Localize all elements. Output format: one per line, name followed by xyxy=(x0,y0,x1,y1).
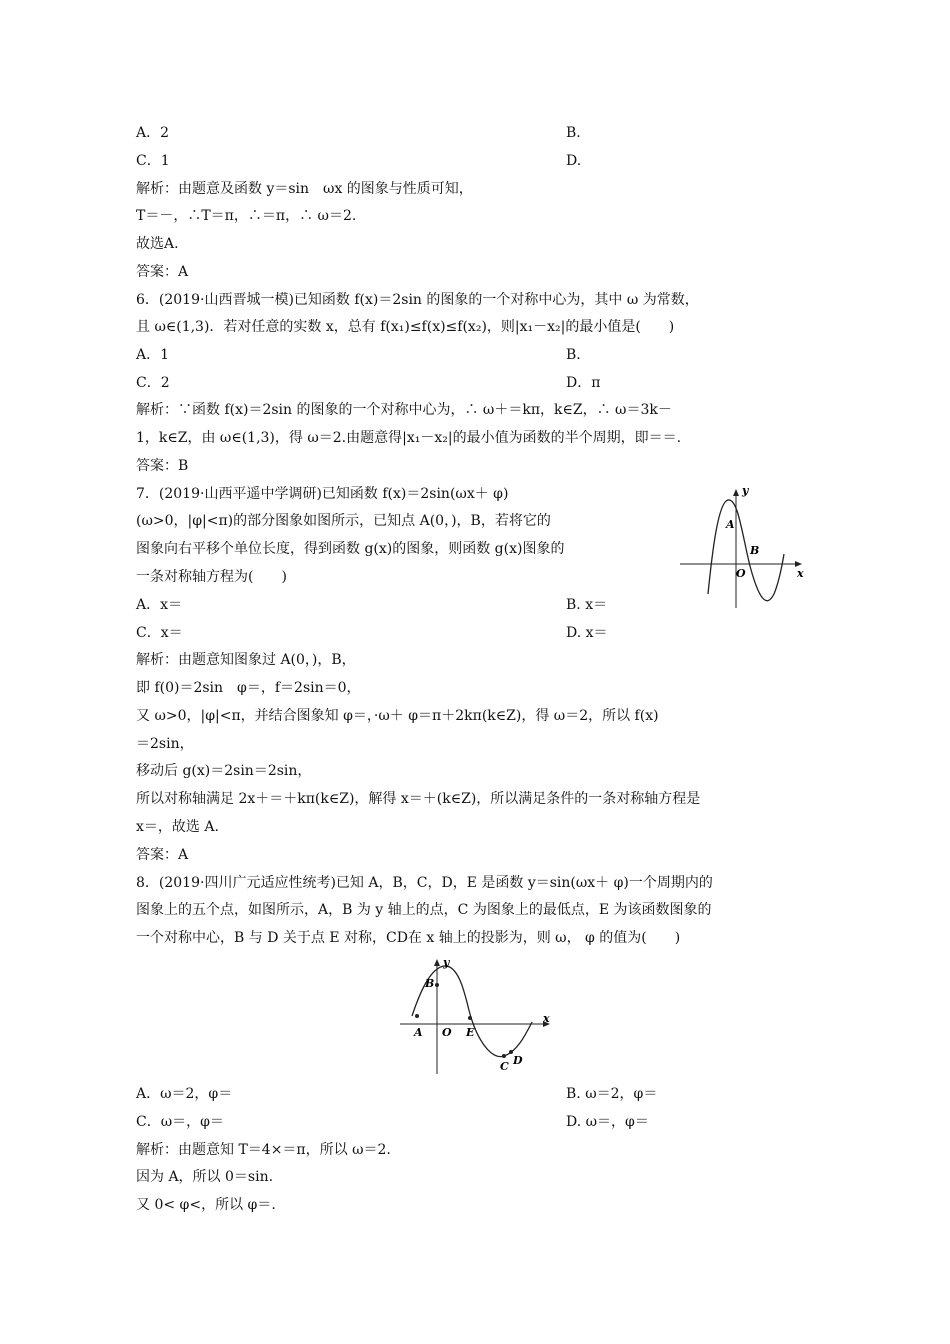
q6-answer: 答案：B xyxy=(136,458,189,474)
q7-label-a: A xyxy=(726,518,735,531)
q8-label-d: D xyxy=(513,1054,523,1067)
q6-option-d: D．π xyxy=(566,375,601,391)
q8-y-arrow-icon xyxy=(434,959,440,966)
q5-solution-line: 解析：由题意及函数 y＝sin ωx 的图象与性质可知， xyxy=(136,181,473,197)
q7-label-b: B xyxy=(750,544,760,557)
q8-stem-line: 图象上的五个点，如图所示，A，B 为 y 轴上的点，C 为图象上的最低点，E 为该函数图象的 xyxy=(136,902,712,918)
q8-point-a xyxy=(415,1014,419,1018)
q5-option-d: D. xyxy=(566,153,582,169)
q7-label-x: x xyxy=(797,567,804,580)
q8-label-y: y xyxy=(443,956,450,969)
q7-stem-line: 一条对称轴方程为( ) xyxy=(136,569,287,585)
q7-option-c: C．x＝ xyxy=(136,625,183,641)
q8-option-d: D. ω＝，φ＝ xyxy=(566,1114,649,1130)
q8-solution-line: 又 0< φ<，所以 φ＝. xyxy=(136,1197,276,1213)
q6-stem-line: 且 ω∈(1,3)．若对任意的实数 x，总有 f(x₁)≤f(x)≤f(x₂)，则|x₁－x₂|的最小值是( ) xyxy=(136,319,675,335)
q6-option-a: A．1 xyxy=(136,347,170,363)
q5-option-b: B. xyxy=(566,125,581,141)
q8-label-e: E xyxy=(466,1026,475,1039)
q5-solution-line: T＝－，∴T＝π，∴＝π，∴ ω＝2. xyxy=(136,208,357,224)
q7-stem-line: 图象向右平移个单位长度，得到函数 g(x)的图象，则函数 g(x)图象的 xyxy=(136,541,565,557)
q7-graph-figure xyxy=(680,484,810,612)
q6-solution-line: 1，k∈Z，由 ω∈(1,3)，得 ω＝2.由题意得|x₁－x₂|的最小值为函数的半个周期，即＝＝. xyxy=(136,430,682,446)
q7-stem-line: 7．(2019·山西平遥中学调研)已知函数 f(x)＝2sin(ωx＋ φ) xyxy=(136,486,509,502)
q6-option-c: C．2 xyxy=(136,375,170,391)
q6-option-b: B. xyxy=(566,347,581,363)
q8-option-b: B. ω＝2，φ＝ xyxy=(566,1086,658,1102)
q5-answer: 答案：A xyxy=(136,264,189,280)
q7-y-arrow-icon xyxy=(733,489,739,496)
q7-solution-line: 移动后 g(x)＝2sin＝2sin， xyxy=(136,763,312,779)
q8-stem-line: 8．(2019·四川广元适应性统考)已知 A，B，C，D，E 是函数 y＝sin(ωx＋ φ)一个周期内的 xyxy=(136,875,713,891)
q5-solution-line: 故选A. xyxy=(136,236,179,252)
q8-label-c: C xyxy=(500,1060,509,1073)
q8-point-e xyxy=(468,1016,472,1020)
q7-solution-line: ＝2sin， xyxy=(136,736,194,752)
q7-stem-line: (ω>0，|φ|<π)的部分图象如图所示，已知点 A(0，)，B，若将它的 xyxy=(136,513,551,529)
q8-point-b xyxy=(435,983,439,987)
q8-label-x: x xyxy=(543,1012,550,1025)
q7-solution-line: 即 f(0)＝2sin φ＝，f＝2sin＝0， xyxy=(136,680,361,696)
q6-solution-line: 解析：∵函数 f(x)＝2sin 的图象的一个对称中心为，∴ ω＋＝kπ，k∈Z，∴ ω＝3k－ xyxy=(136,402,672,418)
q7-option-b: B. x＝ xyxy=(566,597,608,613)
q7-option-d: D. x＝ xyxy=(566,625,608,641)
q8-solution-line: 解析：由题意知 T＝4×＝π，所以 ω＝2. xyxy=(136,1142,391,1158)
q8-label-a: A xyxy=(414,1026,423,1039)
q7-solution-line: 所以对称轴满足 2x＋＝＋kπ(k∈Z)，解得 x＝＋(k∈Z)，所以满足条件的一条对称轴方程是 xyxy=(136,791,701,807)
q8-point-c xyxy=(502,1054,506,1058)
q7-sine-curve xyxy=(708,500,784,601)
q8-solution-line: 因为 A，所以 0＝sin. xyxy=(136,1169,274,1185)
q6-stem-line: 6．(2019·山西晋城一模)已知函数 f(x)＝2sin 的图象的一个对称中心为，其中 ω 为常数， xyxy=(136,292,699,308)
q8-label-o: O xyxy=(442,1026,452,1039)
q5-option-c: C．1 xyxy=(136,153,170,169)
q7-label-y: y xyxy=(742,484,749,497)
q8-graph-figure xyxy=(400,956,560,1078)
q8-option-a: A．ω＝2，φ＝ xyxy=(136,1086,233,1102)
q7-answer: 答案：A xyxy=(136,847,189,863)
q7-option-a: A．x＝ xyxy=(136,597,183,613)
q7-solution-line: 解析：由题意知图象过 A(0，)，B， xyxy=(136,652,356,668)
q8-label-b: B xyxy=(425,977,435,990)
q5-option-a: A．2 xyxy=(136,125,170,141)
q8-stem-line: 一个对称中心，B 与 D 关于点 E 对称，CD在 x 轴上的投影为，则 ω， φ 的值为( ) xyxy=(136,930,681,946)
q7-solution-line: 又 ω>0，|φ|<π，并结合图象知 φ＝，·ω＋ φ＝π＋2kπ(k∈Z)，得 ω＝2，所以 f(x) xyxy=(136,708,659,724)
q7-label-o: O xyxy=(736,567,746,580)
q7-solution-line: x＝，故选 A. xyxy=(136,819,219,835)
q8-option-c: C．ω＝，φ＝ xyxy=(136,1114,224,1130)
